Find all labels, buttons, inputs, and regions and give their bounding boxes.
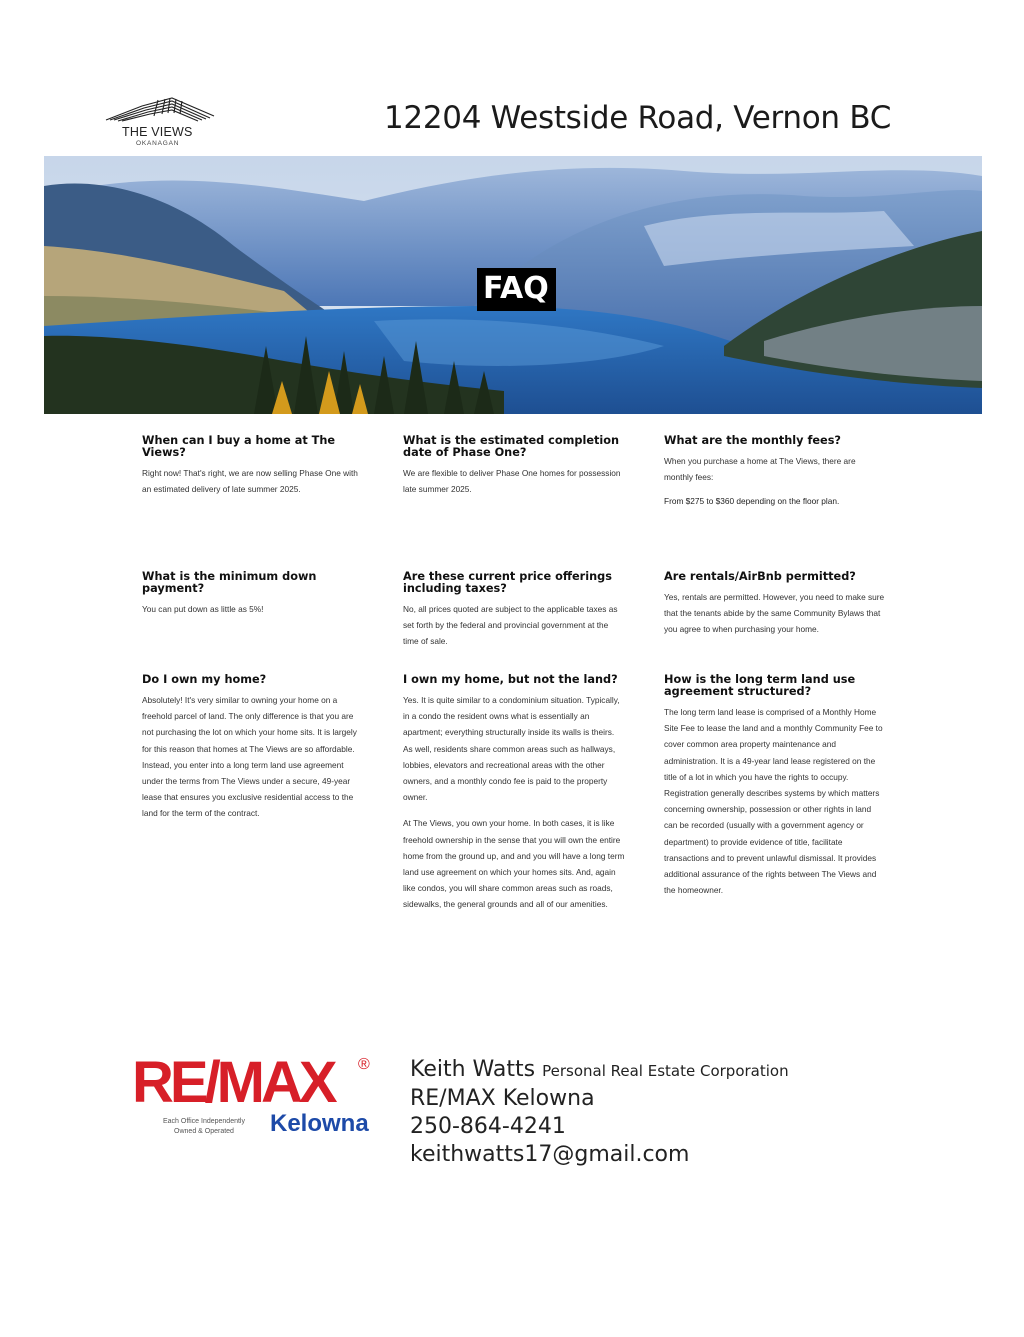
email-address[interactable]: keithwatts17@gmail.com <box>410 1142 690 1167</box>
faq-item <box>403 674 625 913</box>
faq-answer: Absolutely! It's very similar to owning your home on a freehold parcel of land. The only difference is that you are not purchasing the lot on which your home sits. It is largely for this reason that homes at The Views are so affordable. Instead, you enter into a long term land use agreement under the terms from The Views under a secure, 49-year lease that ensures you exclusive residential access to the land for the term of the contract. <box>142 695 357 819</box>
mountain-lines-icon <box>102 94 218 124</box>
faq-item <box>403 435 625 497</box>
faq-item <box>142 571 364 617</box>
faq-answer: When you purchase a home at The Views, there are monthly fees: <box>664 456 856 483</box>
faq-question: Do I own my home? <box>142 673 267 686</box>
faq-answer: The long term land lease is comprised of a Monthly Home Site Fee to lease the land and a monthly Community Fee to cover common area property maintenance and administration. It is a 49-year land lease registered on the title of a lot in which you have the rights to occupy. Registration generally describes systems by which matters concerning ownership, possession or other rights in land can be recorded (usually with a government agency or department) to provide evidence of title, facilitate transactions and to prevent unlawful dismissal. It provides additional assurance of the rights between The Views and the homeowner. <box>664 707 883 896</box>
monthly-fee-range: From $275 to $360 depending on the floor plan. <box>664 496 840 507</box>
faq-answer: We are flexible to deliver Phase One homes for possession late summer 2025. <box>403 468 621 495</box>
agent-corporation: Personal Real Estate Corporation <box>542 1062 789 1080</box>
faq-answer: Right now! That's right, we are now selling Phase One with an estimated delivery of late summer 2025. <box>142 468 358 495</box>
registered-mark: ® <box>358 1056 370 1073</box>
faq-question: What is the minimum down payment? <box>142 570 317 595</box>
faq-question: What is the estimated completion date of Phase One? <box>403 434 620 459</box>
faq-answer: At The Views, you own your home. In both cases, it is like freehold ownership in the sense that you will own the entire home from the ground up, and and you will have a long term land use agreement on which your homes sits. And, again like condos, you will share common areas such as roads, sidewalks, the general grounds and all of our amenities. <box>403 818 625 910</box>
faq-answer: You can put down as little as 5%! <box>142 604 264 614</box>
brokerage-name: RE/MAX Kelowna <box>410 1086 595 1111</box>
logo-name: THE VIEWS <box>122 125 193 139</box>
the-views-logo <box>100 92 220 152</box>
faq-question: What are the monthly fees? <box>664 434 841 447</box>
faq-answer: Yes. It is quite similar to a condominium situation. Typically, in a condo the resident owns what is essentially an apartment; everything structurally inside its walls is theirs. As well, residents share common areas such as hallways, lobbies, elevators and recreational areas with the other owners, and a monthly condo fee is paid to the property owner. <box>403 695 620 803</box>
logo-subtitle: OKANAGAN <box>136 140 180 147</box>
faq-item <box>664 674 886 898</box>
faq-item <box>664 435 886 510</box>
faq-question: How is the long term land use agreement structured? <box>664 673 856 698</box>
remax-office-name: Kelowna <box>270 1110 369 1137</box>
faq-answer: No, all prices quoted are subject to the applicable taxes as set forth by the federal and provincial government at the time of sale. <box>403 604 618 647</box>
faq-item <box>142 435 364 497</box>
faq-item <box>403 571 625 650</box>
remax-wordmark: RE/MAX <box>132 1050 334 1115</box>
faq-question: Are these current price offerings including taxes? <box>403 570 612 595</box>
faq-question: I own my home, but not the land? <box>403 673 618 686</box>
agent-name: Keith Watts <box>410 1057 536 1082</box>
phone-number[interactable]: 250-864-4241 <box>410 1114 566 1139</box>
faq-heading: FAQ <box>477 268 556 311</box>
faq-answer: Yes, rentals are permitted. However, you need to make sure that the tenants abide by the same Community Bylaws that you agree to when purchasing your home. <box>664 592 885 635</box>
agent-name-line <box>410 1056 789 1085</box>
agent-contact <box>410 1056 789 1169</box>
property-address: 12204 Westside Road, Vernon BC <box>384 100 892 136</box>
faq-question: When can I buy a home at The Views? <box>142 434 336 459</box>
faq-item <box>142 674 364 822</box>
faq-question: Are rentals/AirBnb permitted? <box>664 570 856 583</box>
remax-logo <box>132 1052 377 1142</box>
faq-item <box>664 571 886 638</box>
office-disclaimer: Each Office Independently Owned & Operated <box>163 1118 245 1135</box>
